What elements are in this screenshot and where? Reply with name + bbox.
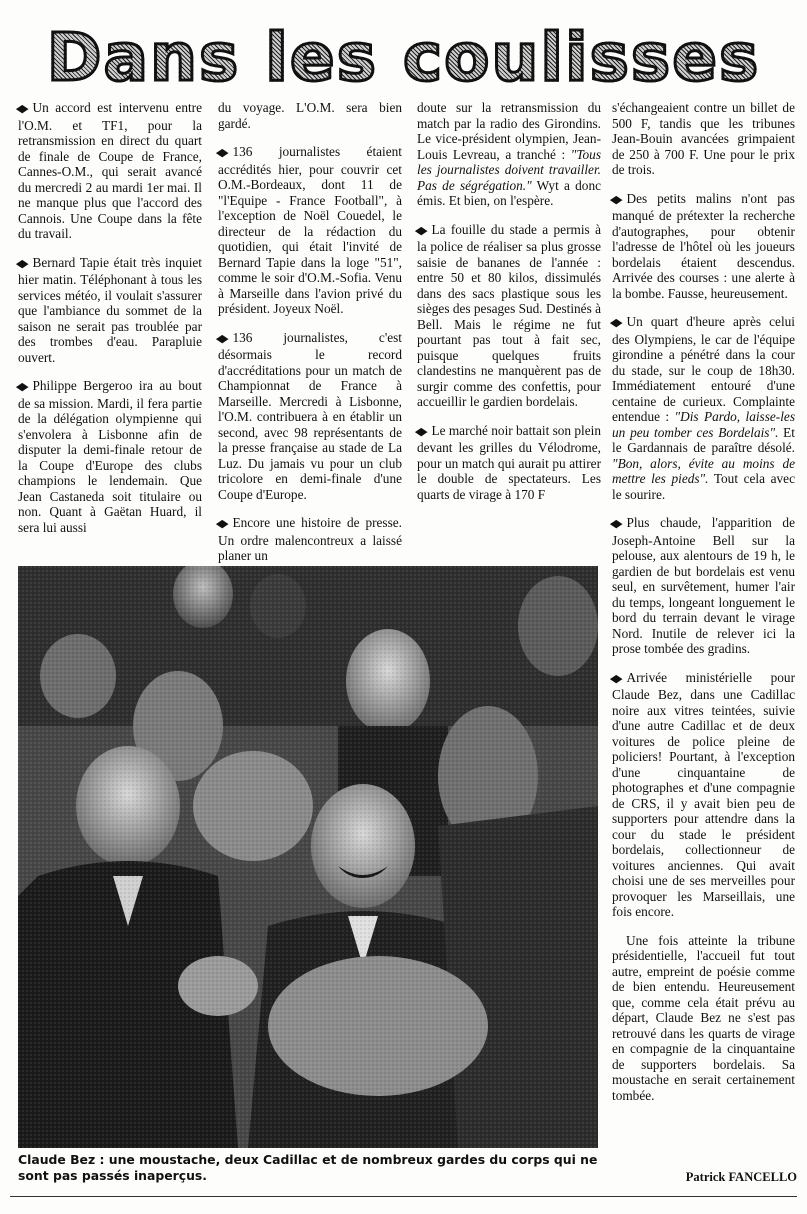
article-column-2 [215,100,402,565]
crowd-photo-illustration [18,566,598,1148]
author-signature: Patrick FANCELLO [685,1170,797,1184]
headline: Dans les coulisses [0,18,807,98]
diamond-bullet-icon: ◆ [414,224,428,237]
diamond-bullet-icon: ◆ [215,147,229,159]
item-tribune: Une fois atteinte la tribune présidentielle, l'accueil fut tout autre, empreint de poésie comme de bien entendu. Heureusement que, comme cela était prévu au départ, Claude Bez ne s'est pas retrouvé dans les quarts de virage en compagnie de la cinquantaine de supporters bordelais. Sa moustache en serait certainement tombée. [612,932,795,1103]
item-petits-malins: ◆ Des petits malins n'ont pas manqué de prétexter la recherche d'autographes, pour obtenir l'adresse de l'hôtel où les joueurs bordelais étaient descendus. Arrivée des courses : une alerte à la bombe. Fausse, heureusement. [609,190,795,301]
diamond-bullet-icon: ◆ [215,332,229,345]
diamond-bullet-icon: ◆ [15,257,29,270]
item-billets: s'échangeaient contre un billet de 500 F, tandis que les tribunes Jean-Bouin avancées grimpaient de 250 à 700 F. Une pour le prix de trois. [612,100,795,177]
item-record-accreditations: ◆ 136 journalistes, c'est désormais le record d'accréditations pour un match de Championnat de France à Marseille. Mercredi à Lisbonne, l'O.M. contribuera à en établir un second, avec 98 représentants de la presse française au stade de La Luz. Du jamais vu pour un club tricolore en demi-finale d'une Coupe d'Europe. [215,329,402,502]
diamond-bullet-icon: ◆ [414,425,428,438]
item-tf1-accord: ◆ Un accord est intervenu entre l'O.M. et TF1, pour la retransmission en direct du quart de finale de Coupe de France, Cannes-O.M., qui serait avancé du mercredi 2 au mardi 1er mai. Il ne manque plus que l'accord des Cannois. Une Coupe dans la fête du travail. [15,100,202,241]
item-cadillac: ◆ Arrivée ministérielle pour Claude Bez, dans une Cadillac noire aux vitres teintées, suivie d'une autre Cadillac et de deux voitures de police pleine de policiers! Pourtant, à l'exception d'une cinquantaine de photographes et d'une compagnie de CRS, il y avait bien peu de supporters pour attendre dans la cour du stade le président bordelais, collectionneur de voitures anciennes. Qui avait choisi une de ses merveilles pour provoquer les Marseillais, une fois encore. [609,669,795,919]
diamond-bullet-icon: ◆ [609,317,623,329]
diamond-bullet-icon: ◆ [15,103,29,115]
article-column-1 [15,100,202,565]
press-photo [18,566,598,1148]
item-bananes: ◆ La fouille du stade a permis à la police de réaliser sa plus grosse saisie de bananes de l'année : entre 50 et 80 kilos, dissimulés dans des sacs plastique sous les sièges des pesages Sud. Destinés à Bell. Mais le régime ne fut pourtant pas tout à fait sec, puisque quelques fruits clandestins ne manquèrent pas de surgir comme des confettis, pour accueillir le gardien bordelais. [414,221,601,409]
item-radio: doute sur la retransmission du match par la radio des Girondins. Le vice-président olympien, Jean-Louis Levreau, a tranché : "Tous les journalistes doivent travailler. Pas de ségrégation." Wyt a donc émis. Et bien, on l'espère. [417,100,601,208]
item-journalistes: ◆ 136 journalistes étaient accrédités hier, pour couvrir cet O.M.-Bordeaux, dont 11 de "l'Equipe - France Football", à l'exception de Noël Couedel, le directeur de la rédaction du quotidien, qui était l'invité de Bernard Tapie dans la loge "51", comme le soir d'O.M.-Sofia. Venu à Marseille dans l'avion privé du président. Joyeux Noël. [215,144,402,316]
article-column-4 [609,100,796,1190]
item-car-girondin: ◆ Un quart d'heure après celui des Olympiens, le car de l'équipe girondine a pénétré dans la cour du stade, sur le coup de 18h30. Immédiatement entouré d'une centaine de curieux. Complainte entendue : "Dis Pardo, laisse-les un peu tomber ces Bordelais". Et le Gardannais de paraître désolé. "Bon, alors, évite au moins de mettre les pieds". Tout cela avec le sourire. [609,314,796,502]
diamond-bullet-icon: ◆ [15,381,29,393]
item-histoire-presse: ◆ Encore une histoire de presse. Un ordre malencontreux a laissé planer un [215,515,402,563]
item-tapie-meteo: ◆ Bernard Tapie était très inquiet hier matin. Téléphonant à tous les services météo, il voulait s'assurer que l'ambiance du sommet de la saison ne serait pas troublée par des trombes d'eau. Parapluie ouvert. [15,254,202,365]
item-marche-noir: ◆ Le marché noir battait son plein devant les grilles du Vélodrome, pour un match qui aurait pu attirer le double de spectateurs. Les quarts de virage à 170 F [414,422,601,502]
item-bell: ◆ Plus chaude, l'apparition de Joseph-Antoine Bell sur la pelouse, aux alentours de 19 h, le gardien de but bordelais est venu seul, en survêtement, humer l'air du temps, longeant longuement le bord du terrain devant le virage Nord. Inutile de relever ici la prose tombée des gradins. [609,515,795,656]
item-bergeroo: ◆ Philippe Bergeroo ira au bout de sa mission. Mardi, il fera partie de la délégation olympienne qui s'envolera à Lisbonne afin de disputer la demi-finale retour de la Coupe d'Europe des clubs champions le lendemain. Que Jean Castaneda soit titulaire ou non. Quant à Gaëtan Huard, il sera lui aussi [15,378,202,535]
bottom-rule [10,1196,797,1197]
diamond-bullet-icon: ◆ [609,193,623,206]
diamond-bullet-icon: ◆ [215,518,229,530]
diamond-bullet-icon: ◆ [609,672,623,685]
photo-caption: Claude Bez : une moustache, deux Cadillac et de nombreux gardes du corps qui ne sont pas passés inaperçus. [18,1152,598,1183]
article-column-3 [414,100,601,565]
diamond-bullet-icon: ◆ [609,518,623,530]
item-continuation: du voyage. L'O.M. sera bien gardé. [218,100,402,131]
